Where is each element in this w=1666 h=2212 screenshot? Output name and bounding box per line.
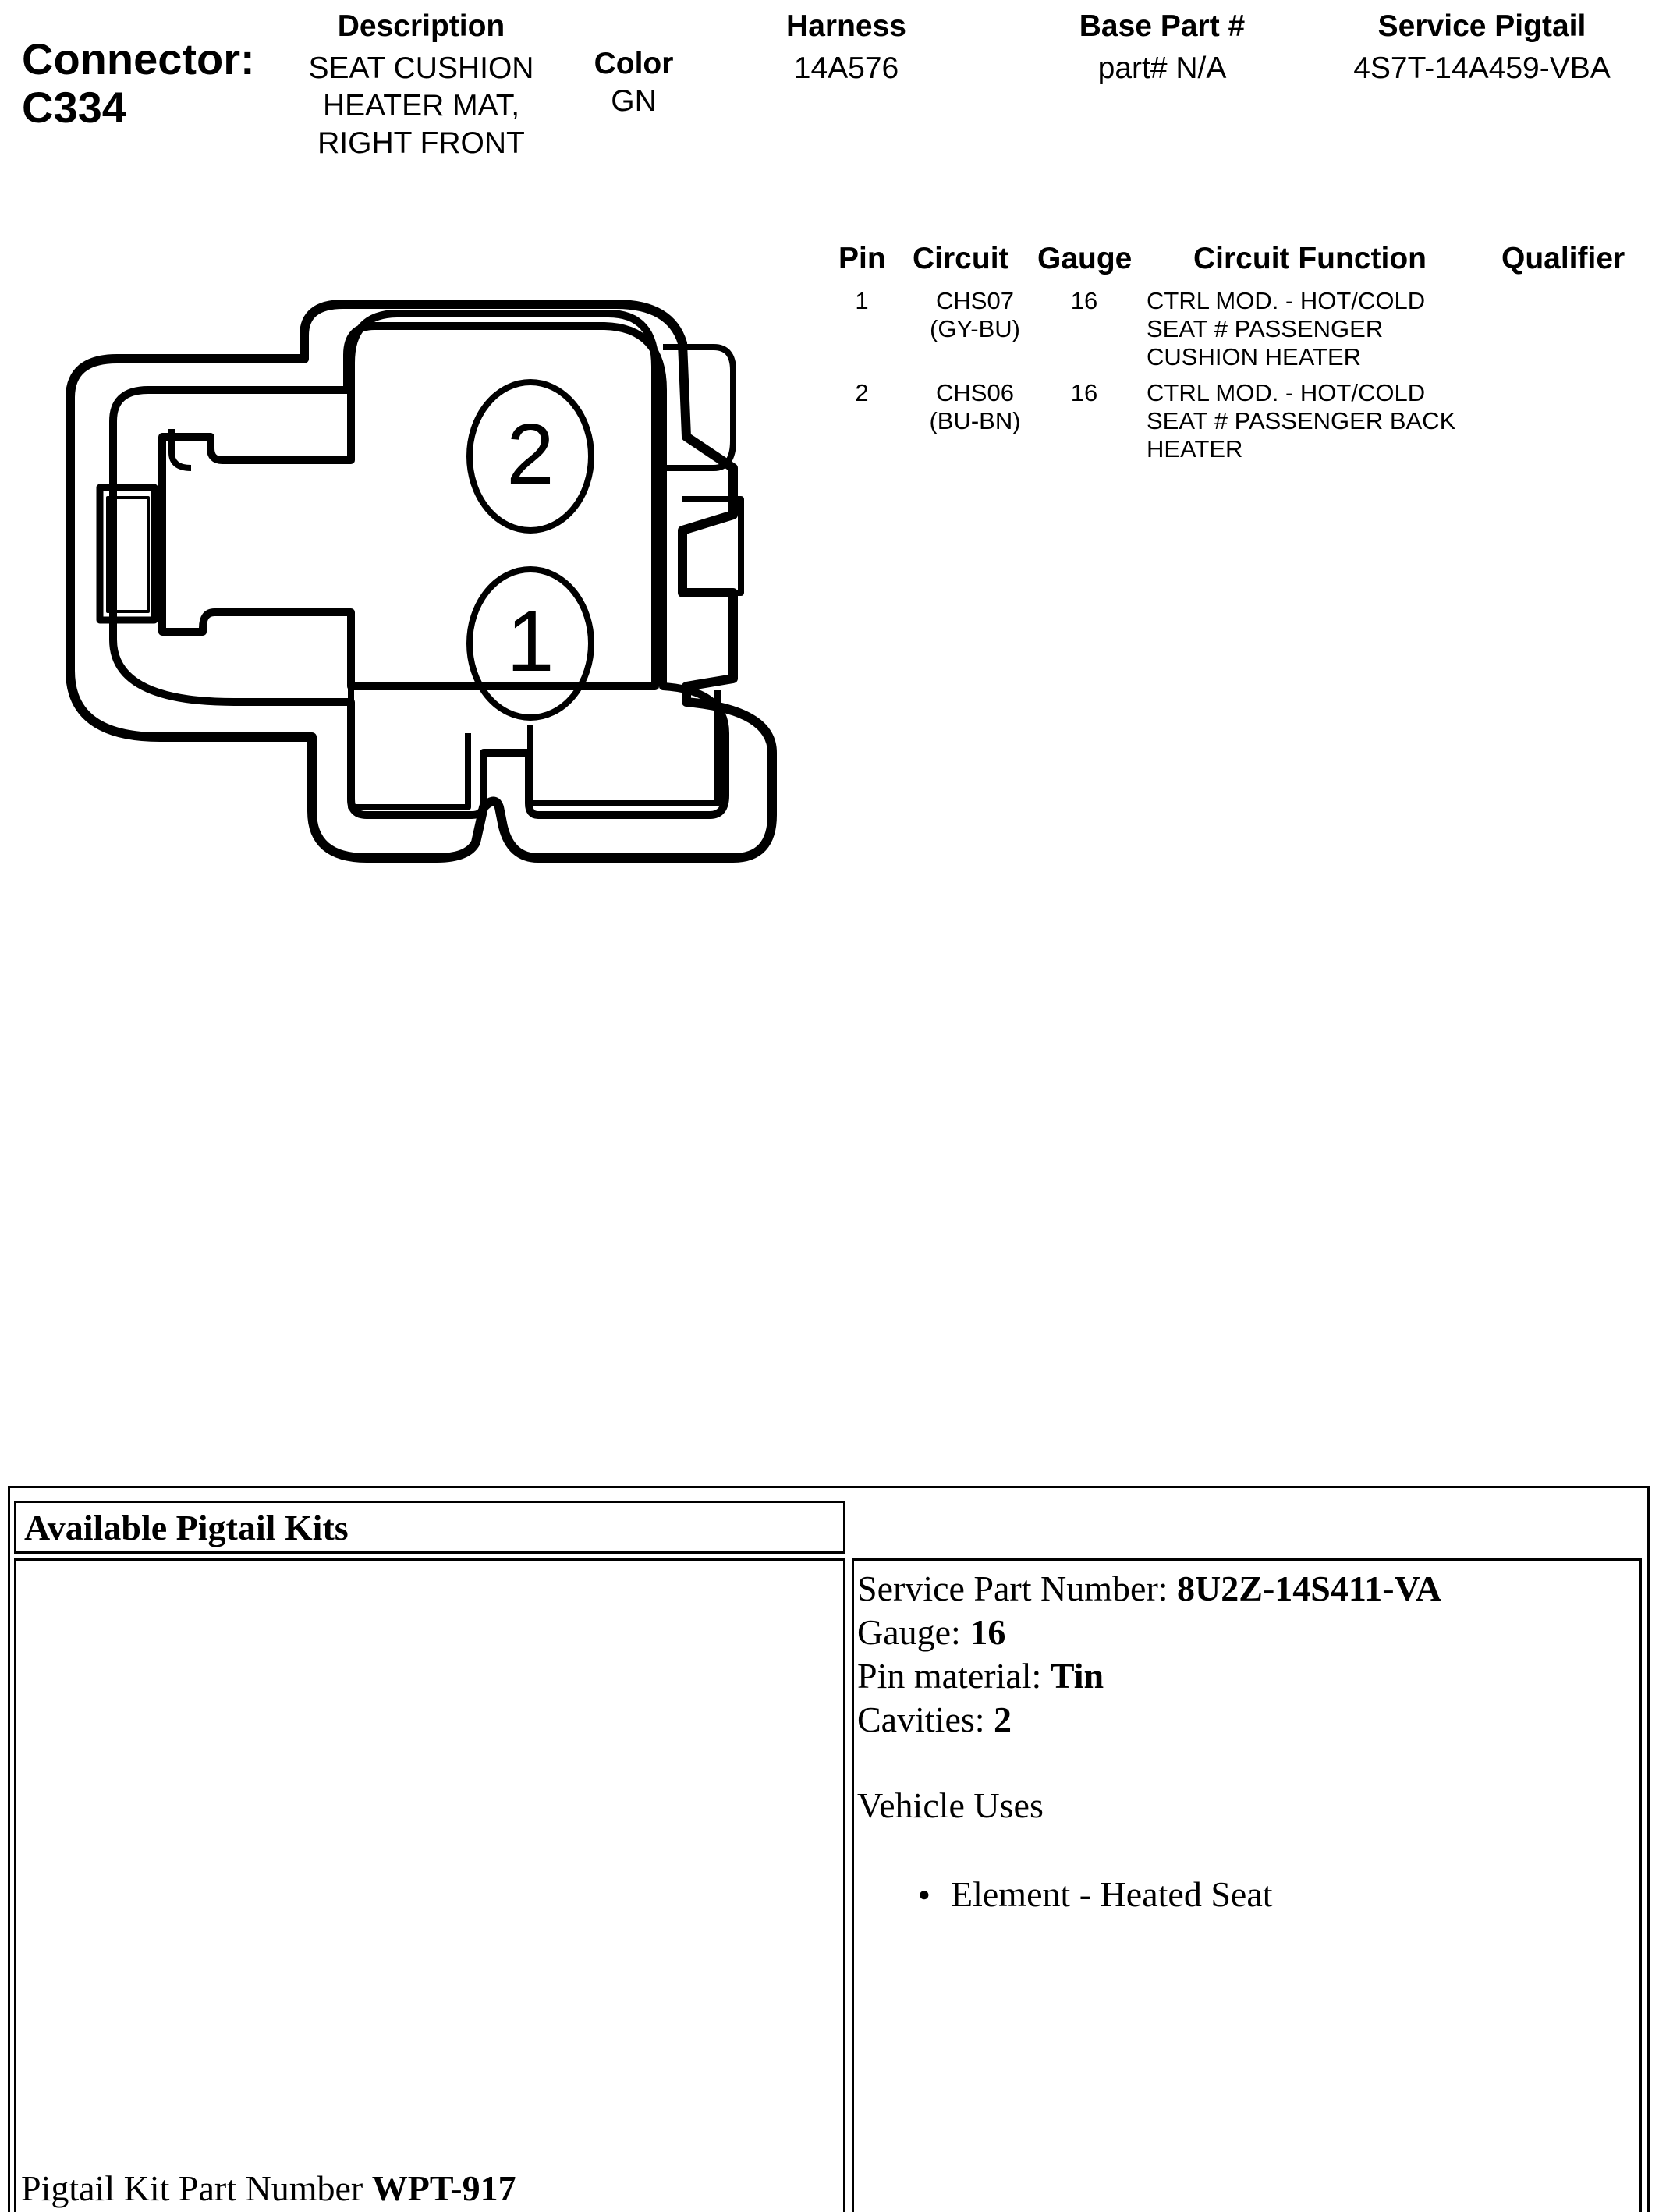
table-row <box>827 379 1654 465</box>
pin-table-header-circuit: Circuit <box>913 242 1009 275</box>
pigtail-image-cell <box>14 1558 845 2212</box>
service-part-number: Service Part Number: 8U2Z-14S411-VA <box>857 1569 1442 1608</box>
service-pigtail-field <box>1318 9 1646 87</box>
harness-value: 14A576 <box>793 51 899 85</box>
pin-table-header-pin: Pin <box>838 242 886 275</box>
pigtail-details-cell <box>852 1558 1642 2212</box>
function-cell: CTRL MOD. - HOT/COLD SEAT # PASSENGER BACK HEATER <box>1147 379 1456 463</box>
pin-table-header-function: Circuit Function <box>1193 242 1427 275</box>
gauge-cell: 16 <box>1070 287 1098 314</box>
connector-label: Connector: C334 <box>22 34 255 132</box>
table-row <box>827 287 1654 373</box>
pin-number: 2 <box>855 379 869 406</box>
circuit-cell: CHS07 (GY-BU) <box>930 287 1020 342</box>
pigtail-kits-title-cell <box>14 1501 845 1554</box>
gauge-cell: 16 <box>1070 379 1098 406</box>
description-value: SEAT CUSHION HEATER MAT, RIGHT FRONT <box>308 51 534 160</box>
pin-label-2: 2 <box>506 406 555 502</box>
description-field <box>281 9 562 162</box>
harness-field <box>749 9 944 87</box>
pin-number: 1 <box>855 287 869 314</box>
pin-table-header-qualifier: Qualifier <box>1501 242 1625 275</box>
list-item: ● Element - Heated Seat <box>904 1873 1636 1916</box>
pin-cavity-2 <box>470 382 591 530</box>
color-value: GN <box>611 84 657 118</box>
base-part-header: Base Part # <box>1079 9 1246 43</box>
vehicle-uses-heading: Vehicle Uses <box>857 1785 1044 1825</box>
pigtail-kits-title: Available Pigtail Kits <box>24 1508 349 1547</box>
connector-face-diagram <box>47 265 796 874</box>
service-pigtail-header: Service Pigtail <box>1377 9 1586 43</box>
base-part-field <box>1041 9 1283 87</box>
pin-label-1: 1 <box>506 594 555 689</box>
base-part-value: part# N/A <box>1097 51 1227 85</box>
vehicle-uses-list <box>904 1873 1636 1916</box>
description-header: Description <box>337 9 505 43</box>
pin-table-header-gauge: Gauge <box>1037 242 1133 275</box>
circuit-cell: CHS06 (BU-BN) <box>929 379 1021 434</box>
pin-cavity-1 <box>470 569 591 718</box>
pin-material: Pin material: Tin <box>857 1656 1104 1696</box>
color-header: Color <box>594 47 674 80</box>
cavities: Cavities: 2 <box>857 1700 1012 1739</box>
connector-id: C334 <box>22 83 126 132</box>
pigtail-kit-part-number: Pigtail Kit Part Number WPT-917 <box>21 2168 516 2208</box>
harness-header: Harness <box>786 9 906 43</box>
function-cell: CTRL MOD. - HOT/COLD SEAT # PASSENGER CUSHION HEATER <box>1147 287 1426 370</box>
bottom-slot-left <box>351 686 468 807</box>
pigtail-gauge: Gauge: 16 <box>857 1612 1006 1652</box>
color-field <box>562 47 706 120</box>
service-pigtail-value: 4S7T-14A459-VBA <box>1353 51 1611 85</box>
